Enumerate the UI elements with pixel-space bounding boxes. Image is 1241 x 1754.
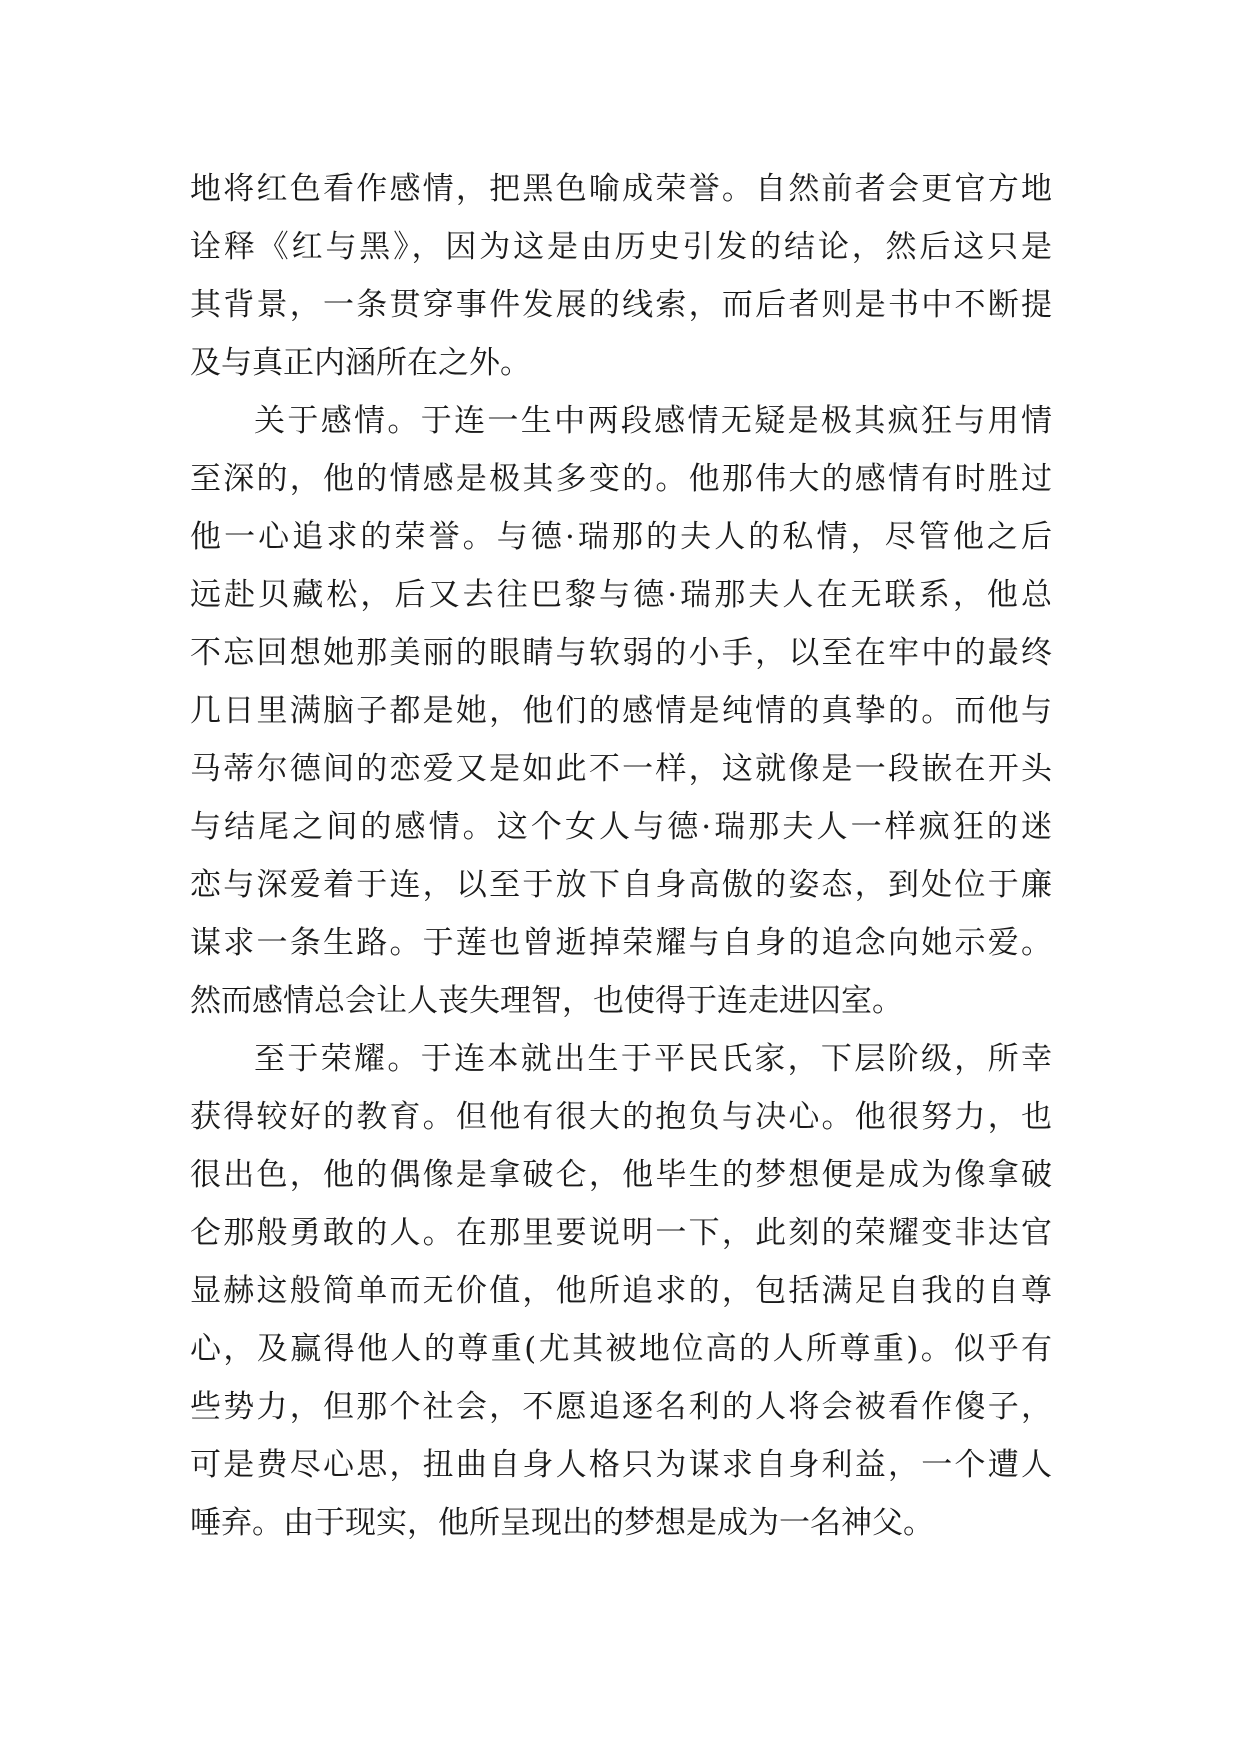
text-line: 些势力，但那个社会，不愿追逐名利的人将会被看作傻子， (190, 1389, 1052, 1425)
text-line: 很出色，他的偶像是拿破仑，他毕生的梦想便是成为像拿破 (190, 1157, 1052, 1193)
paragraph (190, 160, 1052, 392)
text-line: 心，及赢得他人的尊重(尤其被地位高的人所尊重)。似乎有 (190, 1331, 1052, 1367)
text-line: 显赫这般简单而无价值，他所追求的，包括满足自我的自尊 (190, 1273, 1052, 1309)
text-line: 可是费尽心思，扭曲自身人格只为谋求自身利益，一个遭人 (190, 1447, 1052, 1483)
text-line: 远赴贝藏松，后又去往巴黎与德·瑞那夫人在无联系，他总 (190, 577, 1052, 613)
text-line: 与结尾之间的感情。这个女人与德·瑞那夫人一样疯狂的迷 (190, 809, 1052, 845)
text-line: 至深的，他的情感是极其多变的。他那伟大的感情有时胜过 (190, 461, 1052, 497)
text-line: 及与真正内涵所在之外。 (190, 345, 531, 381)
text-line: 至于荣耀。于连本就出生于平民氏家，下层阶级，所幸 (254, 1041, 1052, 1077)
text-line: 马蒂尔德间的恋爱又是如此不一样，这就像是一段嵌在开头 (190, 751, 1052, 787)
text-line: 恋与深爱着于连，以至于放下自身高傲的姿态，到处位于廉 (190, 867, 1052, 903)
paragraph (190, 1030, 1052, 1552)
text-line: 仑那般勇敢的人。在那里要说明一下，此刻的荣耀变非达官 (190, 1215, 1052, 1251)
text-line: 其背景，一条贯穿事件发展的线索，而后者则是书中不断提 (190, 287, 1052, 323)
text-line: 他一心追求的荣誉。与德·瑞那的夫人的私情，尽管他之后 (190, 519, 1052, 555)
text-line: 诠释《红与黑》，因为这是由历史引发的结论，然后这只是 (190, 229, 1052, 265)
text-line: 关于感情。于连一生中两段感情无疑是极其疯狂与用情 (254, 403, 1052, 439)
text-line: 唾弃。由于现实，他所呈现出的梦想是成为一名神父。 (190, 1505, 934, 1541)
text-line: 几日里满脑子都是她，他们的感情是纯情的真挚的。而他与 (190, 693, 1052, 729)
document-body (190, 160, 1052, 1552)
text-line: 获得较好的教育。但他有很大的抱负与决心。他很努力，也 (190, 1099, 1052, 1135)
text-line: 地将红色看作感情，把黑色喻成荣誉。自然前者会更官方地 (190, 171, 1052, 207)
text-line: 然而感情总会让人丧失理智，也使得于连走进囚室。 (190, 983, 903, 1019)
text-line: 不忘回想她那美丽的眼睛与软弱的小手，以至在牢中的最终 (190, 635, 1052, 671)
text-line: 谋求一条生路。于莲也曾逝掉荣耀与自身的追念向她示爱。 (190, 925, 1052, 961)
paragraph (190, 392, 1052, 1030)
